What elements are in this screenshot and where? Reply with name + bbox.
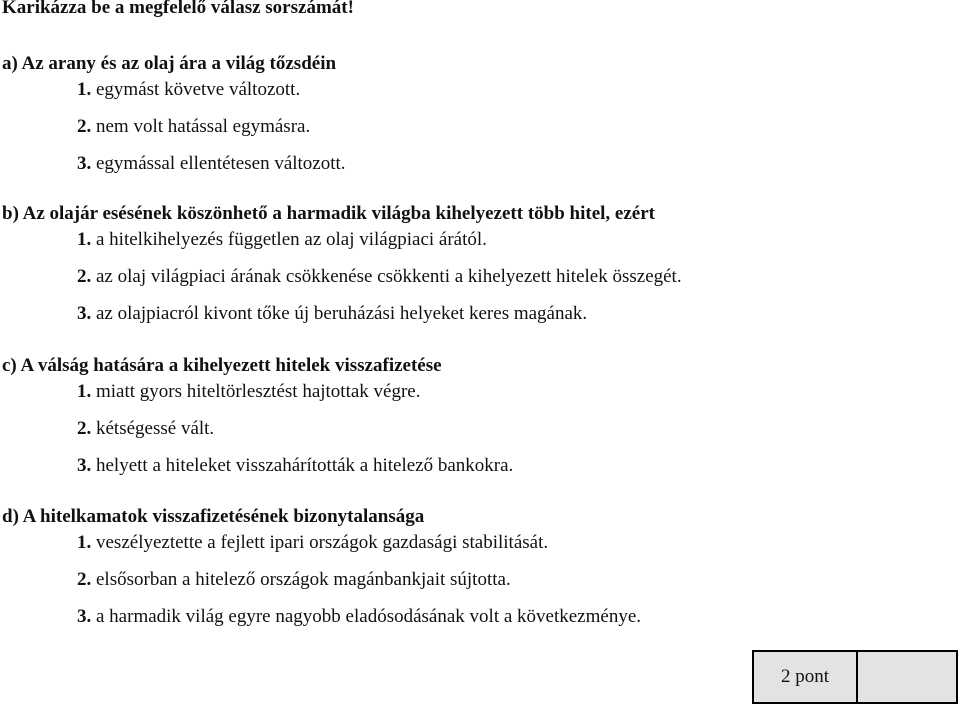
score-box <box>752 650 958 704</box>
option-item[interactable] <box>2 603 952 640</box>
question-b <box>2 202 952 337</box>
option-text: kétségessé vált. <box>96 418 215 439</box>
option-number: 2. <box>77 418 92 439</box>
score-label: 2 pont <box>754 652 858 702</box>
question-title: d) A hitelkamatok visszafizetésének bizonytalansága <box>2 506 425 527</box>
option-number: 3. <box>77 303 92 324</box>
option-list <box>2 378 952 489</box>
option-text: helyett a hiteleket visszahárították a hitelező bankokra. <box>96 455 514 476</box>
option-number: 2. <box>77 569 92 590</box>
option-item[interactable] <box>2 415 952 452</box>
option-item[interactable] <box>2 452 952 489</box>
option-text: a harmadik világ egyre nagyobb eladósodásának volt a következménye. <box>96 606 641 627</box>
option-list <box>2 226 952 337</box>
option-number: 1. <box>77 229 92 250</box>
option-list <box>2 529 952 640</box>
option-number: 1. <box>77 79 92 100</box>
option-text: elsősorban a hitelező országok magánbankjait sújtotta. <box>96 569 511 590</box>
option-item[interactable] <box>2 150 952 187</box>
option-text: egymást követve változott. <box>96 79 301 100</box>
option-number: 3. <box>77 455 92 476</box>
option-item[interactable] <box>2 76 952 113</box>
question-title: b) Az olajár esésének köszönhető a harmadik világba kihelyezett több hitel, ezért <box>2 203 655 224</box>
option-text: egymással ellentétesen változott. <box>96 153 346 174</box>
option-number: 2. <box>77 266 92 287</box>
option-number: 3. <box>77 606 92 627</box>
option-item[interactable] <box>2 226 952 263</box>
option-item[interactable] <box>2 378 952 415</box>
option-text: az olajpiacról kivont tőke új beruházási helyeket keres magának. <box>96 303 588 324</box>
option-number: 1. <box>77 532 92 553</box>
option-item[interactable] <box>2 529 952 566</box>
option-text: nem volt hatással egymásra. <box>96 116 311 137</box>
option-text: veszélyeztette a fejlett ipari országok gazdasági stabilitását. <box>96 532 549 553</box>
question-c <box>2 354 952 489</box>
option-item[interactable] <box>2 263 952 300</box>
instruction-text: Karikázza be a megfelelő válasz sorszámát! <box>2 0 354 18</box>
option-text: miatt gyors hiteltörlesztést hajtottak végre. <box>96 381 421 402</box>
option-item[interactable] <box>2 300 952 337</box>
option-number: 1. <box>77 381 92 402</box>
option-list <box>2 76 952 187</box>
option-text: az olaj világpiaci árának csökkenése csökkenti a kihelyezett hitelek összegét. <box>96 266 682 287</box>
option-number: 2. <box>77 116 92 137</box>
score-field[interactable] <box>858 652 956 702</box>
question-title: a) Az arany és az olaj ára a világ tőzsdéin <box>2 53 337 74</box>
option-item[interactable] <box>2 566 952 603</box>
question-d <box>2 505 952 640</box>
option-number: 3. <box>77 153 92 174</box>
question-a <box>2 52 952 187</box>
option-item[interactable] <box>2 113 952 150</box>
question-title: c) A válság hatására a kihelyezett hitelek visszafizetése <box>2 355 442 376</box>
option-text: a hitelkihelyezés független az olaj világpiaci árától. <box>96 229 487 250</box>
